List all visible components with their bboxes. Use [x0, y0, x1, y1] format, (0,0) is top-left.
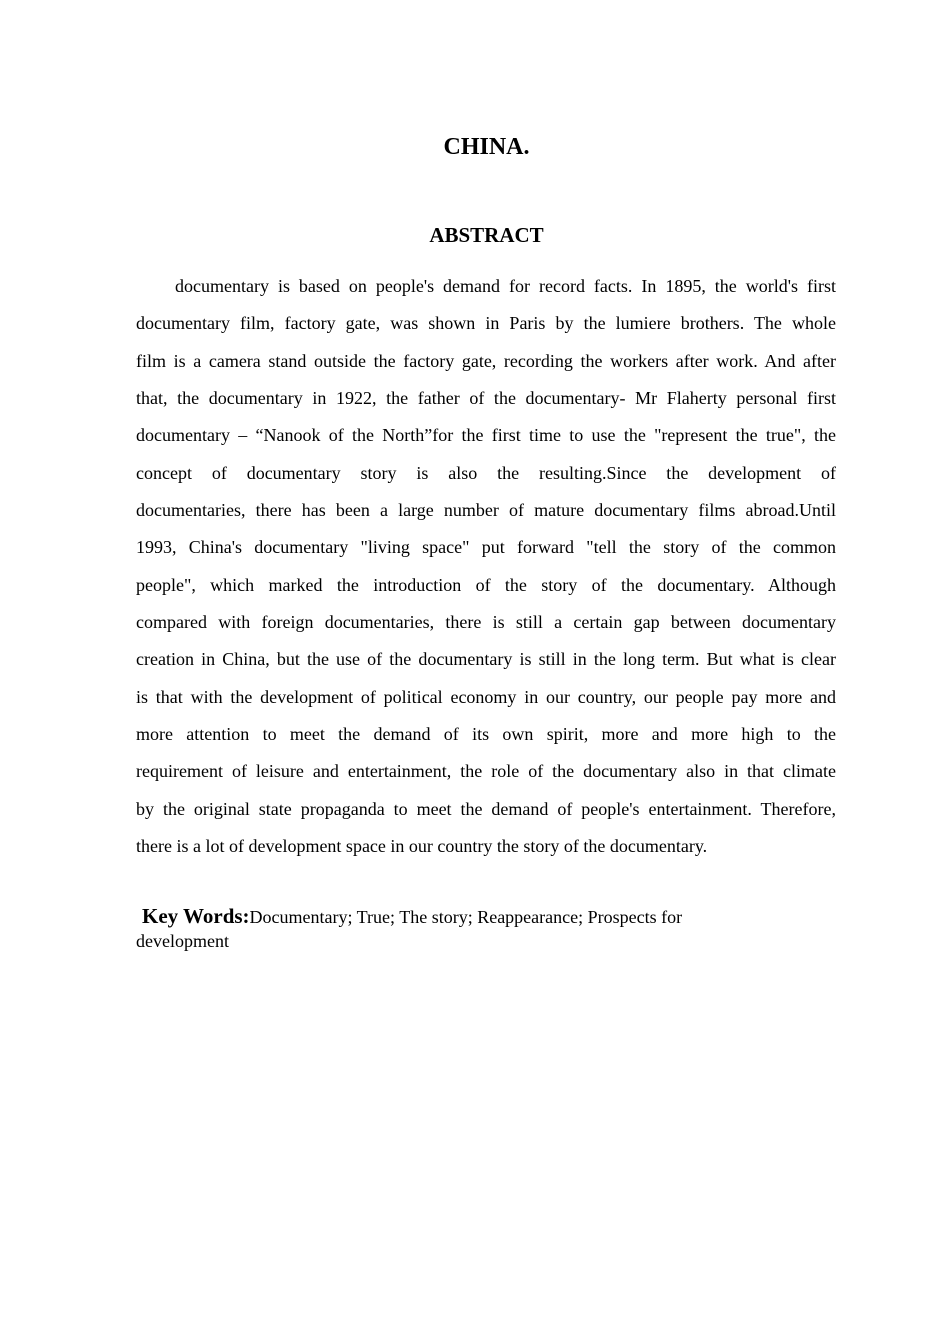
abstract-line: requirement of leisure and entertainment, the role of the documentary also in that climate: [136, 761, 836, 782]
abstract-line: more attention to meet the demand of its own spirit, more and more high to the: [136, 723, 836, 744]
abstract-line: that, the documentary in 1922, the father of the documentary- Mr Flaherty personal first: [136, 387, 836, 408]
abstract-body: [136, 274, 836, 871]
abstract-line: compared with foreign documentaries, there is still a certain gap between documentary: [136, 611, 836, 632]
abstract-line: concept of documentary story is also the resulting.Since the development of: [136, 462, 836, 483]
abstract-line: documentary film, factory gate, was shown in Paris by the lumiere brothers. The whole: [136, 313, 836, 334]
abstract-line: is that with the development of political economy in our country, our people pay more and: [136, 686, 836, 707]
abstract-line: 1993, China's documentary "living space" put forward "tell the story of the common: [136, 537, 836, 558]
document-title: CHINA.: [443, 134, 530, 160]
abstract-line: film is a camera stand outside the factory gate, recording the workers after work. And after: [136, 350, 836, 371]
abstract-line: there is a lot of development space in our country the story of the documentary.: [136, 835, 708, 856]
abstract-line: creation in China, but the use of the documentary is still in the long term. But what is clear: [136, 649, 836, 670]
abstract-line: by the original state propaganda to meet the demand of people's entertainment. Therefore,: [136, 798, 836, 819]
keywords-label: Key Words:: [142, 904, 250, 928]
keywords: [136, 904, 756, 953]
keywords-text: Documentary; True; The story; Reappearance; Prospects for development: [136, 907, 683, 951]
abstract-line: documentary is based on people's demand for record facts. In 1895, the world's first: [175, 276, 836, 296]
abstract-line: people", which marked the introduction of the story of the documentary. Although: [136, 574, 836, 595]
abstract-line: documentaries, there has been a large number of mature documentary films abroad.Until: [136, 499, 836, 520]
abstract-heading: ABSTRACT: [429, 223, 544, 247]
abstract-line: documentary – “Nanook of the North”for the first time to use the "represent the true", the: [136, 425, 836, 446]
